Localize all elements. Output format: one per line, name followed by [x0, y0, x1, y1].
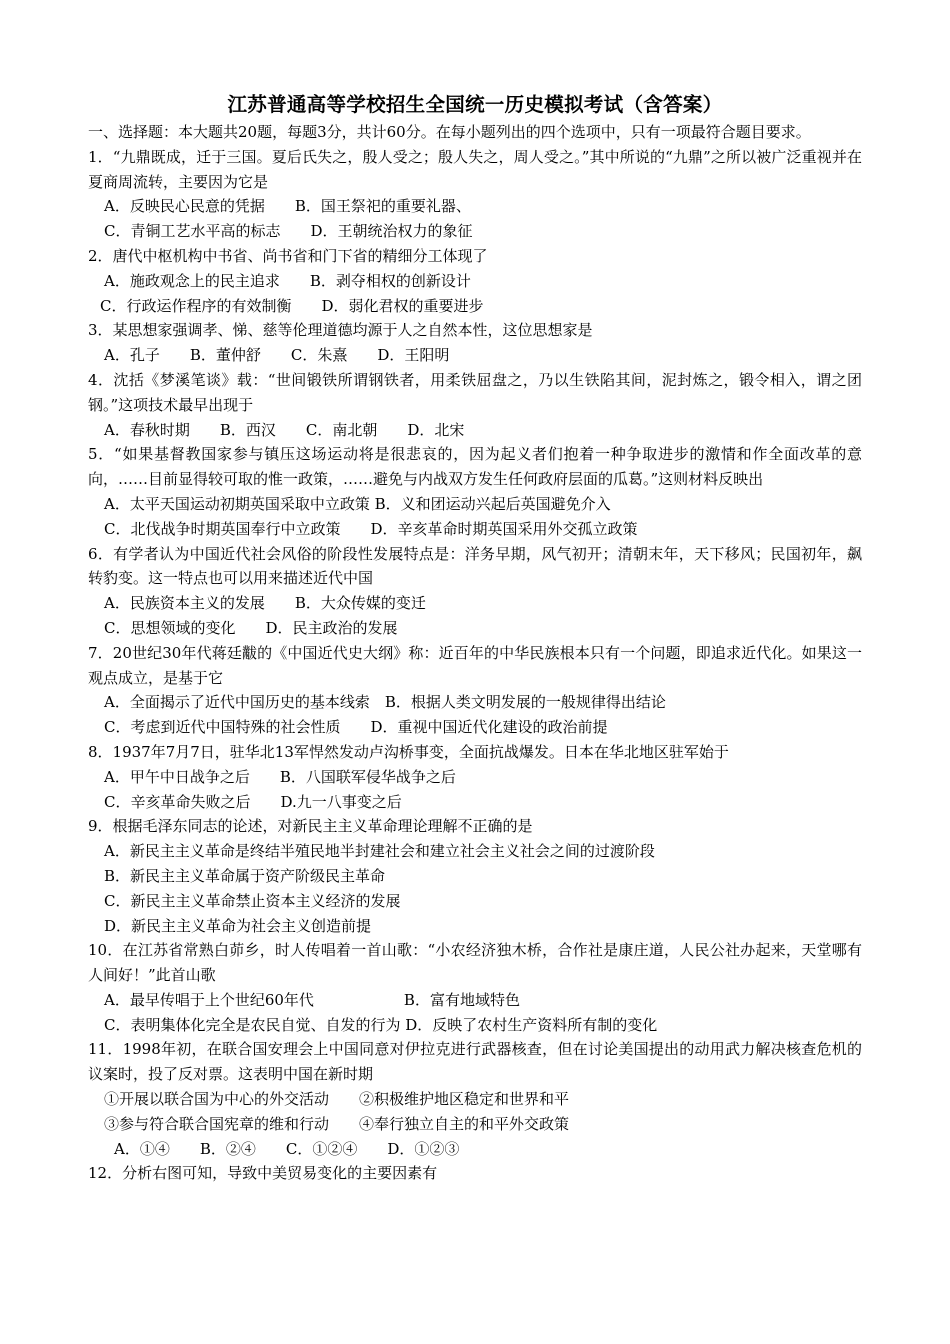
question-5 [88, 442, 862, 541]
option-line: C．行政运作程序的有效制衡 D．弱化君权的重要进步 [100, 296, 484, 315]
question-8 [88, 740, 862, 814]
section-intro: 一、选择题：本大题共20题，每题3分，共计60分。在每小题列出的四个选项中，只有一项最符合题目要求。 [88, 123, 811, 141]
option-line: A．施政观念上的民主追求 B．剥夺相权的创新设计 [104, 271, 471, 290]
option-line: A．①④ B．②④ C．①②④ D．①②③ [114, 1139, 460, 1158]
option-line: C．辛亥革命失败之后 D.九一八事变之后 [104, 792, 402, 811]
question-stem: 11．1998年初，在联合国安理会上中国同意对伊拉克进行武器核查，但在讨论美国提出的动用武力解决核查危机的议案时，投了反对票。这表明中国在新时期 [88, 1040, 862, 1084]
question-11 [88, 1037, 862, 1161]
option-line: A．春秋时期 B．西汉 C．南北朝 D．北宋 [104, 420, 465, 439]
question-stem: 5．“如果基督教国家参与镇压这场运动将是很悲哀的，因为起义者们抱着一种争取进步的激情和作全面改革的意向，……目前显得较可取的惟一政策，……避免与内战双方发生任何政府层面的瓜葛。”这则材料反映出 [88, 445, 862, 489]
option-line: A．民族资本主义的发展 B．大众传媒的变迁 [104, 594, 426, 613]
question-stem: 10．在江苏省常熟白茆乡，时人传唱着一首山歌：“小农经济独木桥，合作社是康庄道，人民公社办起来，天堂哪有人间好！”此首山歌 [88, 941, 862, 985]
question-stem: 3．某思想家强调孝、悌、慈等伦理道德均源于人之自然本性，这位思想家是 [88, 321, 593, 340]
option-line: A．太平天国运动初期英国采取中立政策 B．义和团运动兴起后英国避免介入 [104, 494, 611, 513]
option-line: C．考虑到近代中国特殊的社会性质 D．重视中国近代化建设的政治前提 [104, 718, 608, 737]
option-d: D．新民主主义革命为社会主义创造前提 [104, 916, 372, 935]
question-7 [88, 641, 862, 740]
question-2 [88, 244, 862, 318]
question-12 [88, 1161, 862, 1186]
option-line: C．青铜工艺水平高的标志 D．王朝统治权力的象征 [104, 222, 473, 241]
question-9 [88, 814, 862, 938]
question-3 [88, 318, 862, 368]
option-b: B．新民主主义革命属于资产阶级民主革命 [104, 866, 386, 885]
question-10 [88, 938, 862, 1037]
statement-line: ①开展以联合国为中心的外交活动 ②积极维护地区稳定和世界和平 [104, 1090, 570, 1109]
question-stem: 6．有学者认为中国近代社会风俗的阶段性发展特点是：洋务早期，风气初开；清朝末年，天下移风；民国初年，飙转豹变。这一特点也可以用来描述近代中国 [88, 544, 862, 588]
question-stem: 4．沈括《梦溪笔谈》载：“世间锻铁所谓钢铁者，用柔铁屈盘之，乃以生铁陷其间，泥封炼之，锻令相入，谓之团钢。”这项技术最早出现于 [88, 370, 862, 414]
option-line: C．思想领域的变化 D．民主政治的发展 [104, 618, 398, 637]
question-stem: 12．分析右图可知，导致中美贸易变化的主要因素有 [88, 1164, 438, 1183]
statement-line: ③参与符合联合国宪章的维和行动 ④奉行独立自主的和平外交政策 [104, 1114, 570, 1133]
option-line: A．最早传唱于上个世纪60年代 B．富有地域特色 [104, 990, 520, 1009]
question-stem: 7．20世纪30年代蒋廷黻的《中国近代史大纲》称：近百年的中华民族根本只有一个问题，即追求近代化。如果这一观点成立，是基于它 [88, 643, 862, 687]
option-line: A．孔子 B．董仲舒 C．朱熹 D．王阳明 [104, 346, 450, 365]
option-c: C．新民主主义革命禁止资本主义经济的发展 [104, 891, 401, 910]
question-4 [88, 368, 862, 442]
question-stem: 1．“九鼎既成，迁于三国。夏后氏失之，殷人受之；殷人失之，周人受之。”其中所说的“九鼎”之所以被广泛重视并在夏商周流转，主要因为它是 [88, 147, 862, 191]
option-line: C．北伐战争时期英国奉行中立政策 D．辛亥革命时期英国采用外交孤立政策 [104, 519, 638, 538]
question-1 [88, 145, 862, 244]
option-a: A．新民主主义革命是终结半殖民地半封建社会和建立社会主义社会之间的过渡阶段 [104, 842, 655, 861]
option-line: A．反映民心民意的凭据 B．国王祭祀的重要礼器、 [104, 197, 471, 216]
question-stem: 2．唐代中枢机构中书省、尚书省和门下省的精细分工体现了 [88, 246, 488, 265]
option-line: A．全面揭示了近代中国历史的基本线索 B．根据人类文明发展的一般规律得出结论 [104, 693, 666, 712]
option-line: C．表明集体化完全是农民自觉、自发的行为 D．反映了农村生产资料所有制的变化 [104, 1015, 658, 1034]
question-stem: 9．根据毛泽东同志的论述，对新民主主义革命理论理解不正确的是 [88, 817, 533, 836]
option-line: A．甲午中日战争之后 B．八国联军侵华战争之后 [104, 767, 456, 786]
page-title: 江苏普通高等学校招生全国统一历史模拟考试（含答案） [227, 93, 723, 116]
question-6 [88, 542, 862, 641]
question-stem: 8．1937年7月7日，驻华北13军悍然发动卢沟桥事变，全面抗战爆发。日本在华北地区驻军始于 [88, 742, 729, 761]
